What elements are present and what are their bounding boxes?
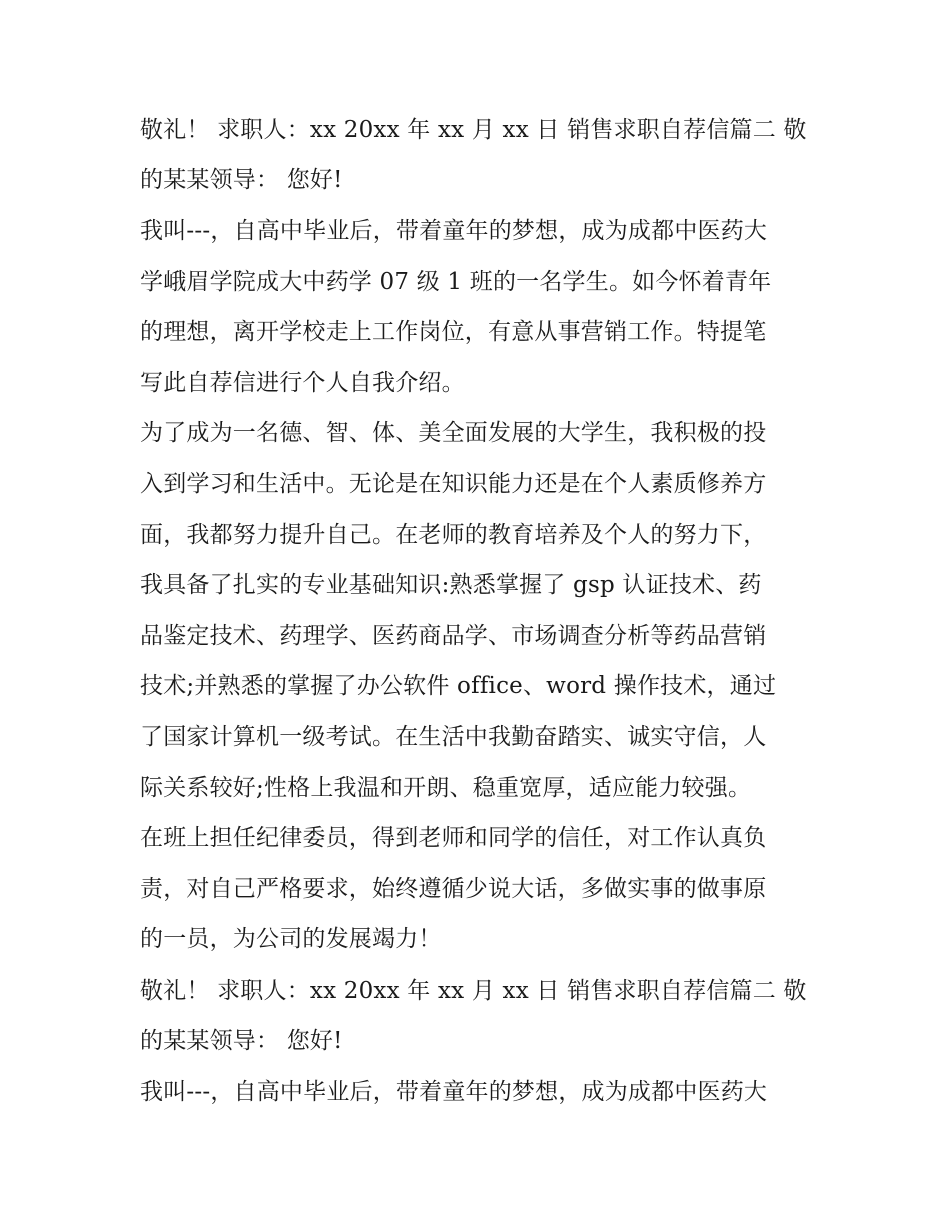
text-line: 品鉴定技术、药理学、医药商品学、市场调查分析等药品营销: [140, 623, 767, 649]
text-line: 在班上担任纪律委员，得到老师和同学的信任，对工作认真负: [140, 825, 767, 851]
text-line: 我叫---，自高中毕业后，带着童年的梦想，成为成都中医药大: [140, 1079, 768, 1105]
text-line: 我叫---，自高中毕业后，带着童年的梦想，成为成都中医药大: [140, 218, 768, 244]
text-line: 我具备了扎实的专业基础知识:熟悉掌握了 gsp 认证技术、药: [140, 572, 762, 598]
text-line: 敬礼！ 求职人：xx 20xx 年 xx 月 xx 日 销售求职自荐信篇二 敬: [140, 978, 807, 1004]
text-line: 了国家计算机一级考试。在生活中我勤奋踏实、诚实守信，人: [140, 724, 767, 750]
text-line: 的一员，为公司的发展竭力！: [140, 926, 442, 952]
text-line: 技术;并熟悉的掌握了办公软件 office、word 操作技术，通过: [140, 673, 777, 699]
text-line: 写此自荐信进行个人自我介绍。: [140, 370, 465, 396]
text-line: 学峨眉学院成大中药学 07 级 1 班的一名学生。如今怀着青年: [140, 269, 772, 295]
text-line: 的某某领导： 您好!: [140, 167, 343, 193]
text-line: 责，对自己严格要求，始终遵循少说大话，多做实事的做事原: [140, 876, 767, 902]
text-line: 的理想，离开学校走上工作岗位，有意从事营销工作。特提笔: [140, 319, 767, 345]
text-line: 敬礼！ 求职人：xx 20xx 年 xx 月 xx 日 销售求职自荐信篇二 敬: [140, 117, 807, 143]
text-line: 入到学习和生活中。无论是在知识能力还是在个人素质修养方: [140, 471, 767, 497]
text-line: 面，我都努力提升自己。在老师的教育培养及个人的努力下，: [140, 522, 767, 548]
text-line: 际关系较好;性格上我温和开朗、稳重宽厚，适应能力较强。: [140, 775, 752, 801]
text-line: 的某某领导： 您好!: [140, 1028, 343, 1054]
text-line: 为了成为一名德、智、体、美全面发展的大学生，我积极的投: [140, 420, 767, 446]
